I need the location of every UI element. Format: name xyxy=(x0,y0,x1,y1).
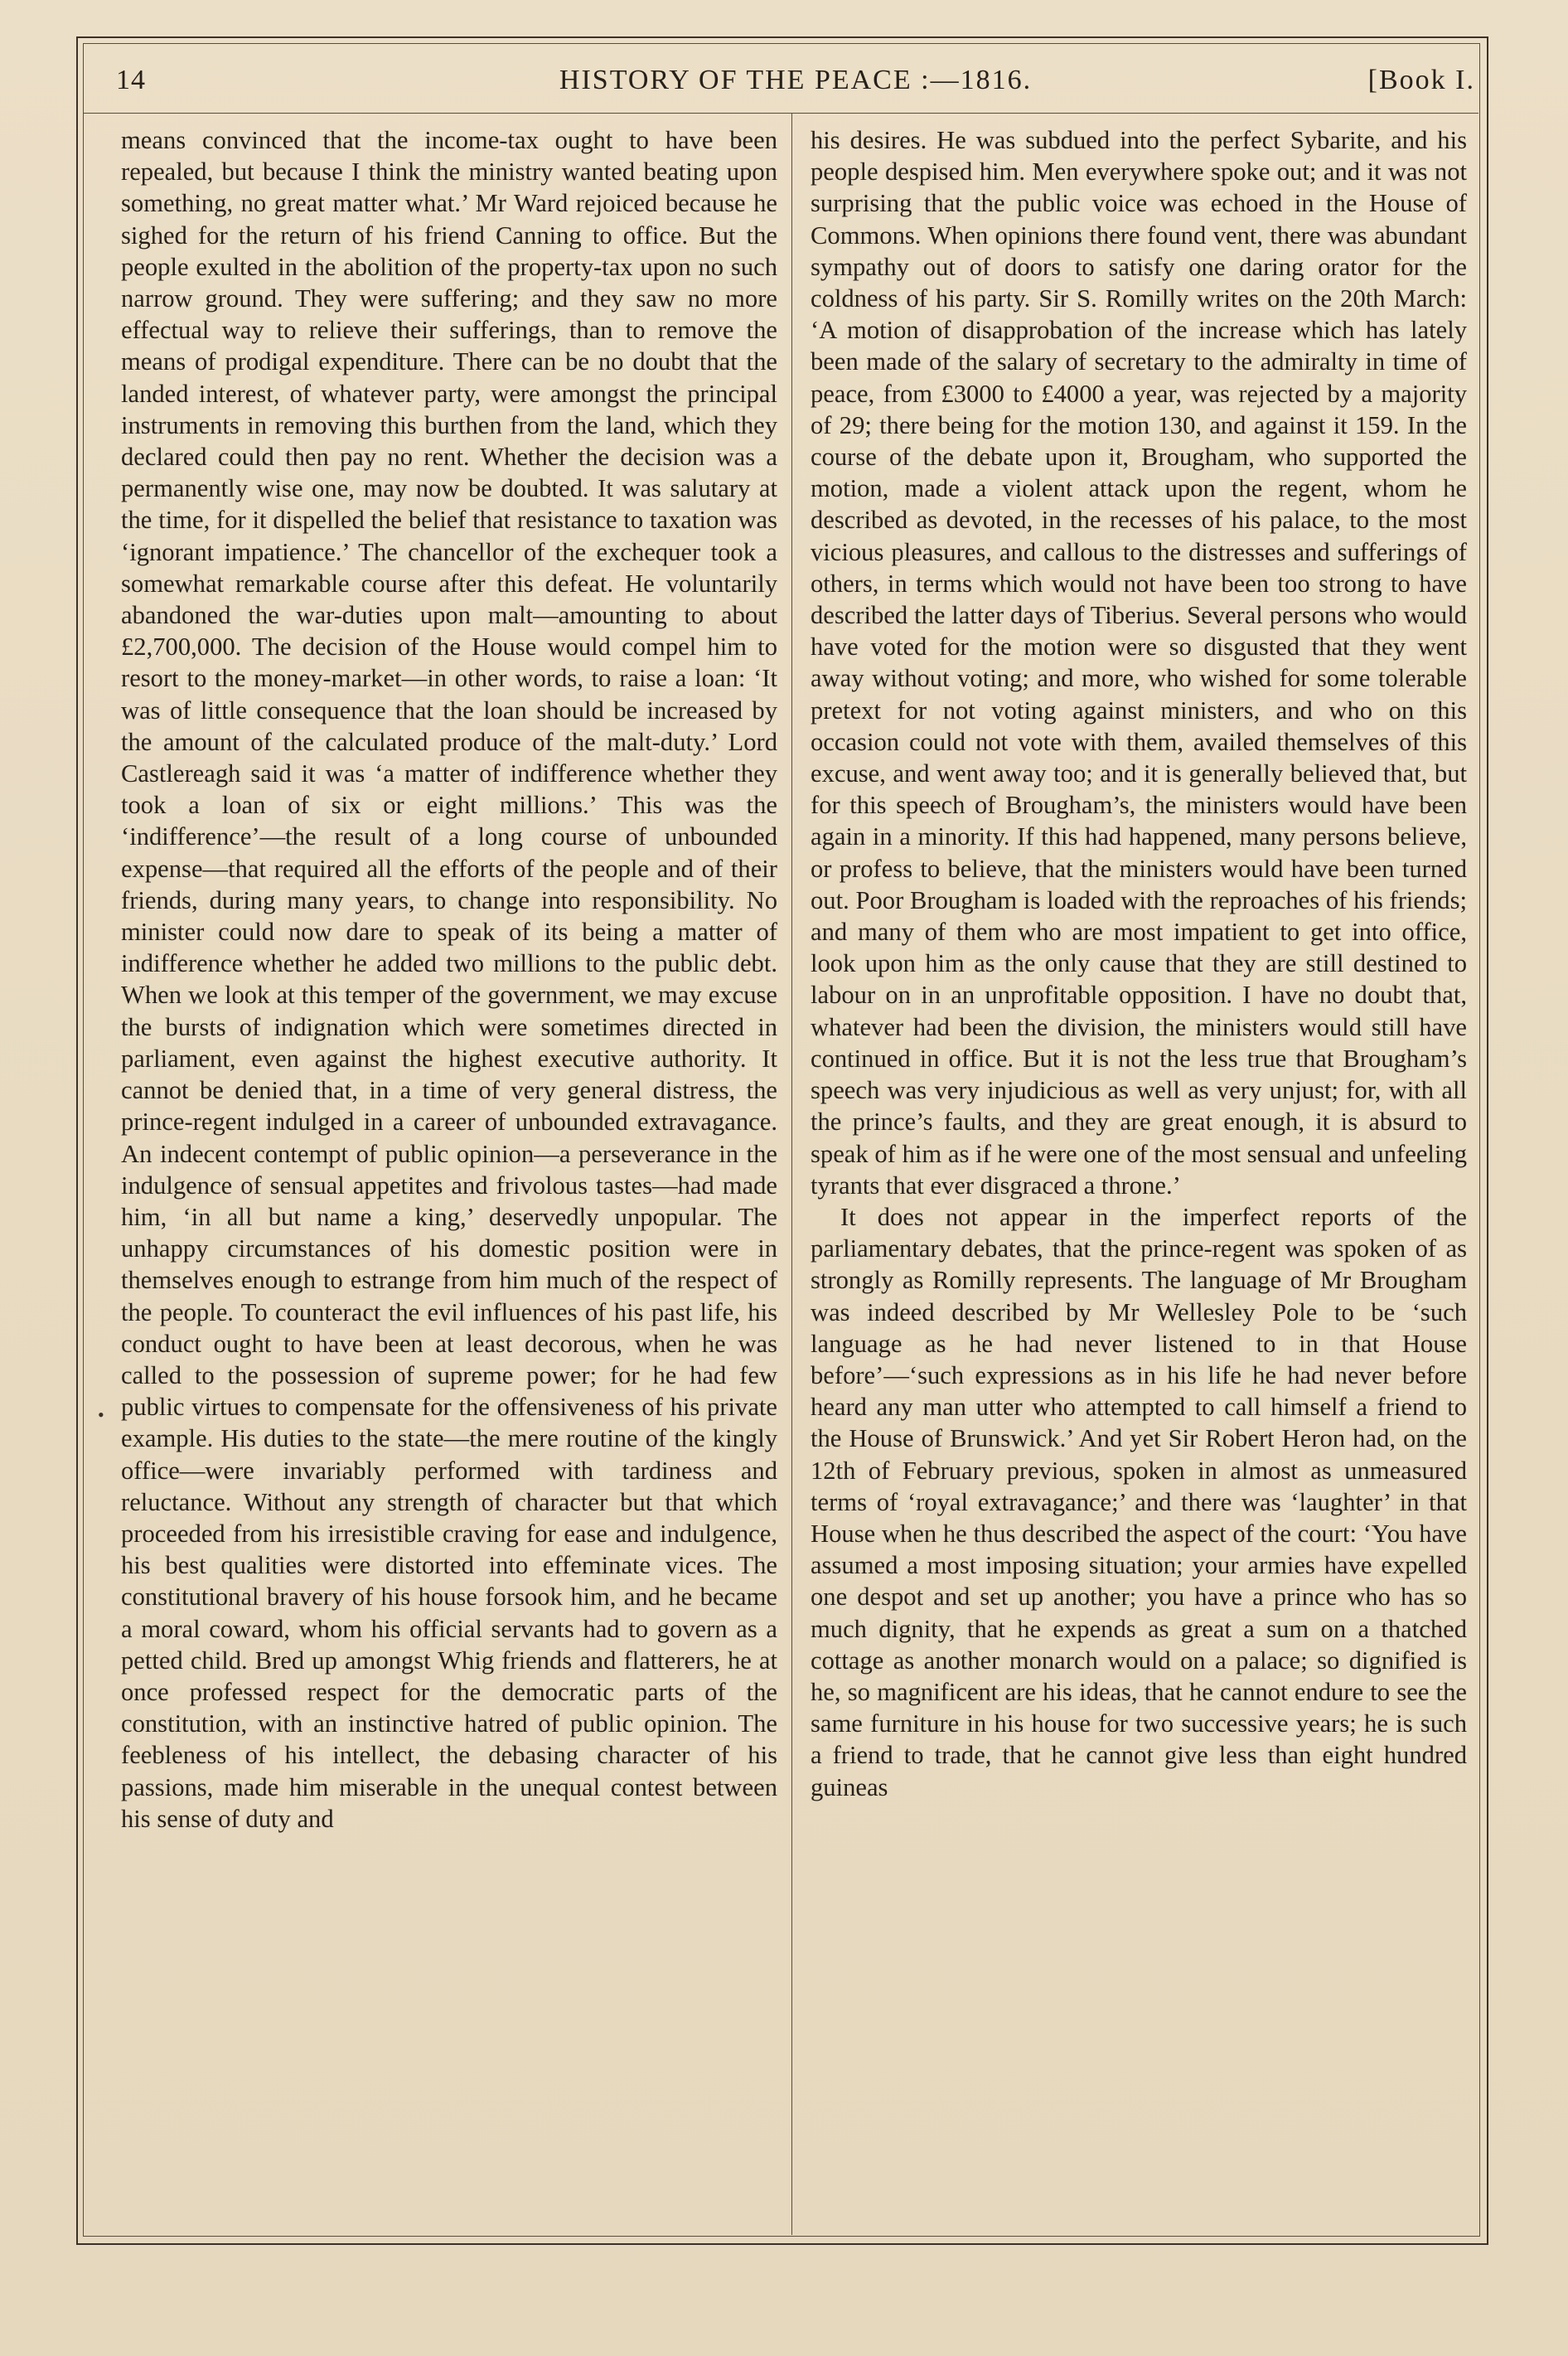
left-column xyxy=(121,124,777,2222)
page-number: 14 xyxy=(116,65,146,95)
right-paragraph-2: It does not appear in the imperfect reports of the parliamentary debates, that the prince-regent was spoken of as strongly as Romilly represents. The language of Mr Brougham was indeed described by Mr Wellesley Pole to be ‘such language as he had never listened to in that House before’—‘such expressions as in his life he had never before heard any man utter who attempted to call himself a friend to the House of Brunswick.’ And yet Sir Robert Heron had, on the 12th of February previous, spoken in almost as unmeasured terms of ‘royal extravagance;’ and there was ‘laughter’ in that House when he thus described the aspect of the court: ‘You have assumed a most imposing situation; your armies have expelled one despot and set up another; you have a prince who has so much dignity, that he expends as great a sum on a thatched cottage as another monarch would on a palace; so dignified is he, so magnificent are his ideas, that he cannot endure to see the same furniture in his house for two successive years; he is such a friend to trade, that he cannot give less than eight hundred guineas xyxy=(811,1202,1467,1801)
column-divider xyxy=(791,114,792,2235)
left-paragraph-1: means convinced that the income-tax ought to have been repealed, but because I think the ministry wanted beating upon something, no great matter what.’ Mr Ward rejoiced because he sighed for the return of his friend Canning to office. But the people exulted in the abolition of the property-tax upon no such narrow ground. They were suffering; and they saw no more effectual way to relieve their sufferings, than to remove the means of prodigal expenditure. There can be no doubt that the landed interest, of whatever party, were amongst the principal instruments in removing this burthen from the land, which they declared could then pay no rent. Whether the decision was a permanently wise one, may now be doubted. It was salutary at the time, for it dispelled the belief that resistance to taxation was ‘ignorant impatience.’ The chancellor of the exchequer took a somewhat remarkable course after this defeat. He voluntarily abandoned the war-duties upon malt—amounting to about £2,700,000. The decision of the House would compel him to resort to the money-market—in other words, to raise a loan: ‘It was of little consequence that the loan should be increased by the amount of the calculated produce of the malt-duty.’ Lord Castlereagh said it was ‘a matter of indifference whether they took a loan of six or eight millions.’ This was the ‘indifference’—the result of a long course of unbounded expense—that required all the efforts of the people and of their friends, during many years, to change into responsibility. No minister could now dare to speak of its being a matter of indifference whether he added two millions to the public debt. When we look at this temper of the government, we may excuse the bursts of indignation which were sometimes directed in parliament, even against the highest executive authority. It cannot be denied that, in a time of very general distress, the prince-regent indulged in a career of unbounded extravagance. An indecent contempt of public opinion—a perseverance in the indulgence of sensual appetites and frivolous tastes—had made him, ‘in all but name a king,’ deservedly unpopular. The unhappy circumstances of his domestic position were in themselves enough to estrange from him much of the respect of the people. To counteract the evil influences of his past life, his conduct ought to have been at least decorous, when he was called to the possession of supreme power; for he had few public virtues to compensate for the offensiveness of his private example. His duties to the state—the mere routine of the kingly office—were invariably performed with tardiness and reluctance. Without any strength of character but that which proceeded from his irresistible craving for ease and indulgence, his best qualities were distorted into effeminate vices. The constitutional bravery of his house forsook him, and he became a moral coward, whom his official servants had to govern as a petted child. Bred up amongst Whig friends and flatterers, he at once professed respect for the democratic parts of the constitution, with an instinctive hatred of public opinion. The feebleness of his intellect, the debasing character of his passions, made him miserable in the unequal contest between his sense of duty and xyxy=(121,126,777,1833)
section-label: [Book I. xyxy=(1367,65,1475,95)
header-rule xyxy=(83,113,1478,114)
right-column xyxy=(811,124,1467,2222)
running-header xyxy=(116,65,1475,111)
margin-mark: • xyxy=(98,1404,104,1425)
right-paragraph-1: his desires. He was subdued into the perfect Sybarite, and his people despised him. Men everywhere spoke out; and it was not surprising that the public voice was echoed in the House of Commons. When opinions there found vent, there was abundant sympathy out of doors to satisfy one daring orator for the coldness of his party. Sir S. Romilly writes on the 20th March: ‘A motion of disapprobation of the increase which has lately been made of the salary of secretary to the admiralty in time of peace, from £3000 to £4000 a year, was rejected by a majority of 29; there being for the motion 130, and against it 159. In the course of the debate upon it, Brougham, who supported the motion, made a violent attack upon the regent, whom he described as devoted, in the recesses of his palace, to the most vicious pleasures, and callous to the distresses and sufferings of others, in terms which would not have been too strong to have described the latter days of Tiberius. Several persons who would have voted for the motion were so disgusted that they went away without voting; and more, who wished for some tolerable pretext for not voting against ministers, and who on this occasion could not vote with them, availed themselves of this excuse, and went away too; and it is generally believed that, but for this speech of Brougham’s, the ministers would have been again in a minority. If this had happened, many persons believe, or profess to believe, that the ministers would have been turned out. Poor Brougham is loaded with the reproaches of his friends; and many of them who are most impatient to get into office, look upon him as the only cause that they are still destined to labour on in an unprofitable opposition. I have no doubt that, whatever had been the division, the ministers would still have continued in office. But it is not the less true that Brougham’s speech was very injudicious as well as very unjust; for, with all the prince’s faults, and they are great enough, it is absurd to speak of him as if he were one of the most sensual and unfeeling tyrants that ever disgraced a throne.’ xyxy=(811,126,1467,1200)
running-title: HISTORY OF THE PEACE :—1816. xyxy=(559,65,1033,95)
